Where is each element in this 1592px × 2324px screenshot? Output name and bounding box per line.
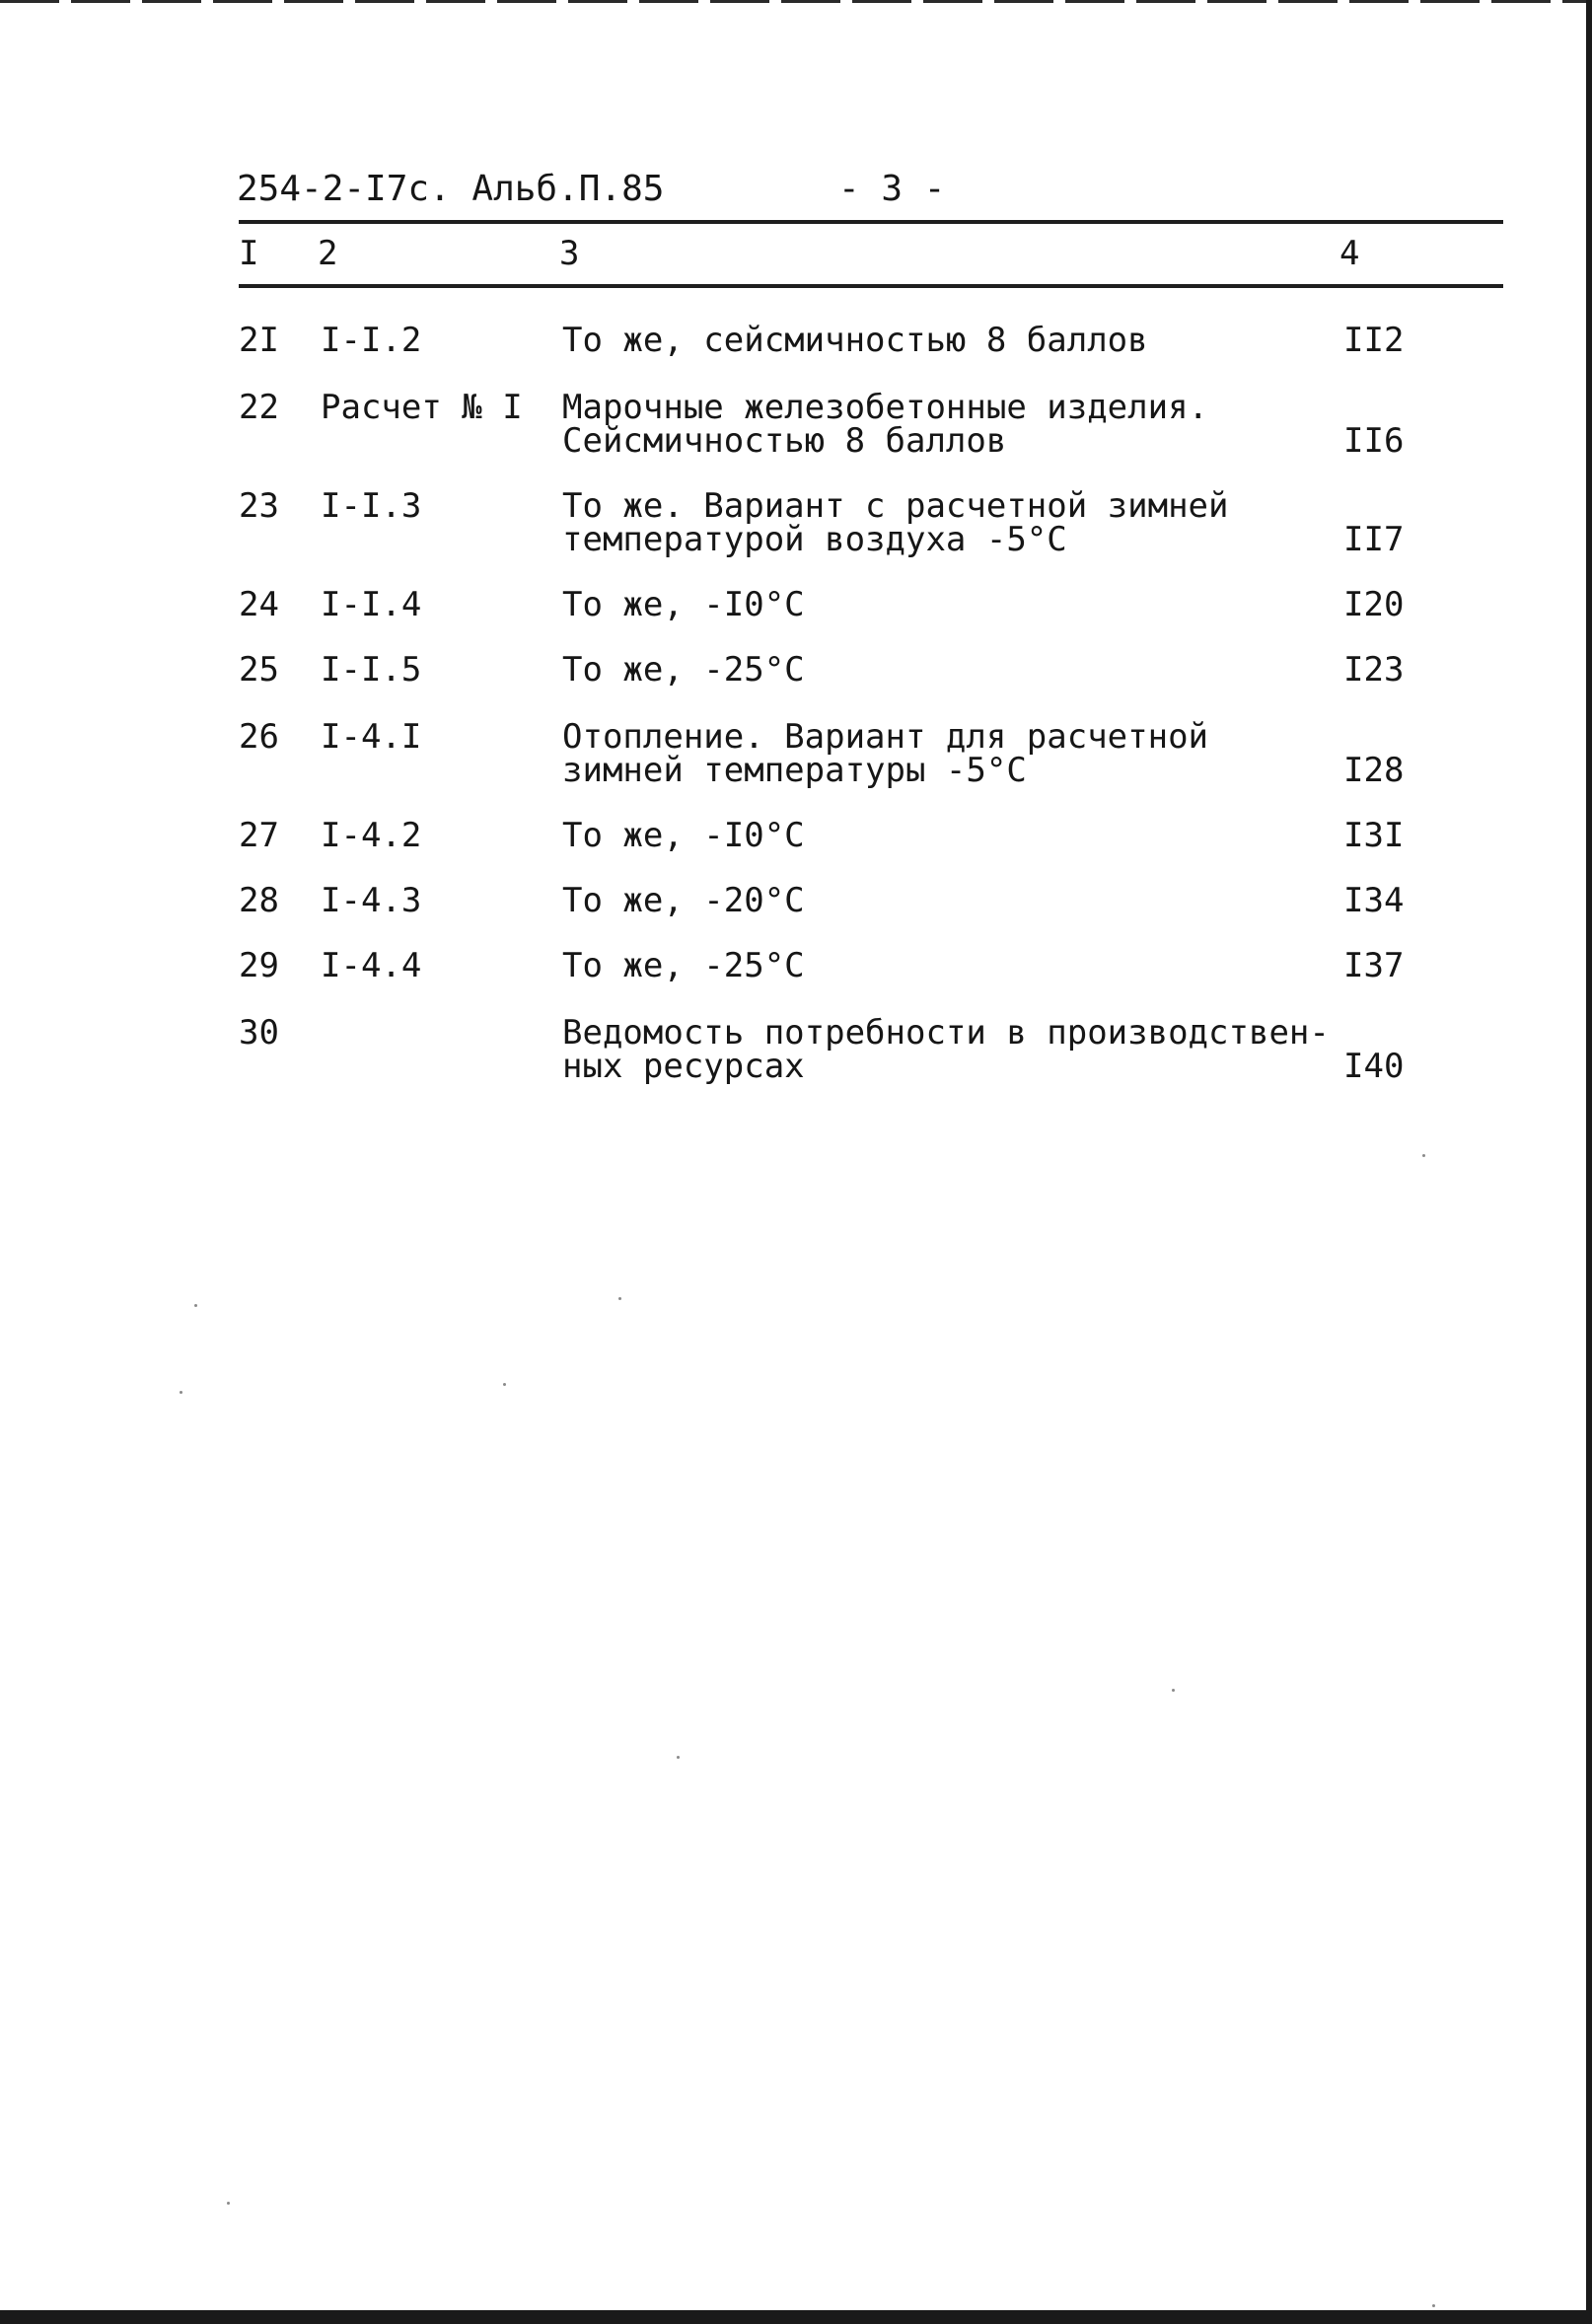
row-title-line: То же, -25°С — [562, 650, 805, 690]
row-title-line: То же, -20°С — [562, 881, 805, 920]
column-header-title: 3 — [559, 234, 580, 273]
row-sheet-code: I-I.3 — [321, 486, 422, 526]
row-sheet-code: Расчет № I — [321, 388, 523, 427]
row-title-line: температурой воздуха -5°С — [562, 520, 1067, 559]
row-sheet-code: I-4.3 — [321, 881, 422, 920]
row-page-number: II6 — [1343, 421, 1405, 461]
scan-speck — [677, 1756, 680, 1759]
row-sheet-code: I-4.4 — [321, 946, 422, 985]
scan-speck — [618, 1297, 621, 1300]
row-title-line: зимней температуры -5°С — [562, 751, 1027, 790]
row-page-number: I20 — [1343, 585, 1405, 624]
row-title-line: То же, сейсмичностью 8 баллов — [562, 321, 1148, 360]
row-sheet-code: I-I.2 — [321, 321, 422, 360]
row-number: 27 — [239, 816, 279, 855]
row-title-line: То же. Вариант с расчетной зимней — [562, 486, 1229, 526]
row-title-line: То же, -I0°С — [562, 816, 805, 855]
row-title-line: Ведомость потребности в производствен- — [562, 1013, 1330, 1053]
row-page-number: I37 — [1343, 946, 1405, 985]
row-number: 25 — [239, 650, 279, 690]
scan-speck — [180, 1391, 182, 1394]
document-code: 254-2-I7с. Альб.П.85 — [237, 169, 665, 209]
row-number: 23 — [239, 486, 279, 526]
row-page-number: I28 — [1343, 751, 1405, 790]
row-sheet-code: I-I.4 — [321, 585, 422, 624]
column-header-code: 2 — [318, 234, 338, 273]
row-title-line: Сейсмичностью 8 баллов — [562, 421, 1007, 461]
row-page-number: II7 — [1343, 520, 1405, 559]
scan-speck — [1172, 1689, 1175, 1692]
page-number: - 3 - — [838, 169, 946, 209]
scan-speck — [194, 1304, 197, 1307]
row-number: 2I — [239, 321, 279, 360]
scan-speck — [227, 2202, 230, 2205]
column-header-number: I — [239, 234, 259, 273]
row-number: 22 — [239, 388, 279, 427]
row-number: 28 — [239, 881, 279, 920]
row-sheet-code: I-I.5 — [321, 650, 422, 690]
row-number: 24 — [239, 585, 279, 624]
row-page-number: I40 — [1343, 1047, 1405, 1086]
row-page-number: II2 — [1343, 321, 1405, 360]
row-page-number: I34 — [1343, 881, 1405, 920]
row-page-number: I23 — [1343, 650, 1405, 690]
row-title-line: То же, -I0°С — [562, 585, 805, 624]
scan-speck — [1422, 1154, 1425, 1157]
column-header-page: 4 — [1339, 234, 1360, 273]
row-title-line: Марочные железобетонные изделия. — [562, 388, 1209, 427]
row-title-line: ных ресурсах — [562, 1047, 805, 1086]
row-title-line: Отопление. Вариант для расчетной — [562, 717, 1209, 757]
row-page-number: I3I — [1343, 816, 1405, 855]
scan-speck — [503, 1383, 506, 1386]
row-number: 30 — [239, 1013, 279, 1053]
row-sheet-code: I-4.I — [321, 717, 422, 757]
row-number: 29 — [239, 946, 279, 985]
row-number: 26 — [239, 717, 279, 757]
scan-speck — [1432, 2304, 1435, 2307]
row-title-line: То же, -25°С — [562, 946, 805, 985]
row-sheet-code: I-4.2 — [321, 816, 422, 855]
